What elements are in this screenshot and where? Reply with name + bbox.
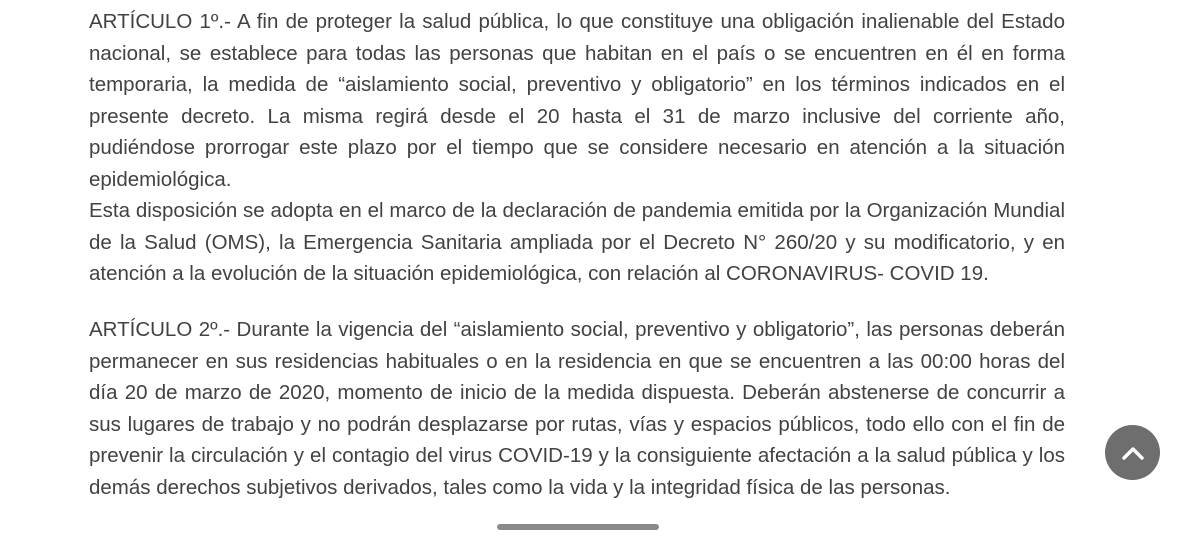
article-1-paragraph: ARTÍCULO 1º.- A fin de proteger la salud pública, lo que constituye una obligación inalienable del Estado nacional, se establece para todas las personas que habitan en el país o se encuentren en él en forma temporaria, la medida de “aislamiento social, preventivo y obligatorio” en los términos indicados en el presente decreto. La misma regirá desde el 20 hasta el 31 de marzo inclusive del corriente año, pudiéndose prorrogar este plazo por el tiempo que se considere necesario en atención a la situación epidemiológica. — [89, 10, 1065, 191]
scroll-to-top-button[interactable] — [1105, 425, 1160, 480]
chevron-up-icon — [1121, 445, 1145, 461]
article-2-paragraph: ARTÍCULO 2º.- Durante la vigencia del “aislamiento social, preventivo y obligatorio”, las personas deberán permanecer en sus residencias habituales o en la residencia en que se encuentren a las 00:00 horas del día 20 de marzo de 2020, momento de inicio de la medida dispuesta. Deberán abstenerse de concurrir a sus lugares de trabajo y no podrán desplazarse por rutas, vías y espacios públicos, todo ello con el fin de prevenir la circulación y el contagio del virus COVID-19 y la consiguiente afectación a la salud pública y los demás derechos subjetivos derivados, tales como la vida y la integridad física de las personas. — [89, 318, 1065, 499]
pandemic-context-paragraph: Esta disposición se adopta en el marco de la declaración de pandemia emitida por la Organización Mundial de la Salud (OMS), la Emergencia Sanitaria ampliada por el Decreto N° 260/20 y su modificatorio, y en atención a la evolución de la situación epidemiológica, con relación al CORONAVIRUS- COVID 19. — [89, 199, 1065, 285]
home-indicator-bar[interactable] — [497, 524, 659, 530]
